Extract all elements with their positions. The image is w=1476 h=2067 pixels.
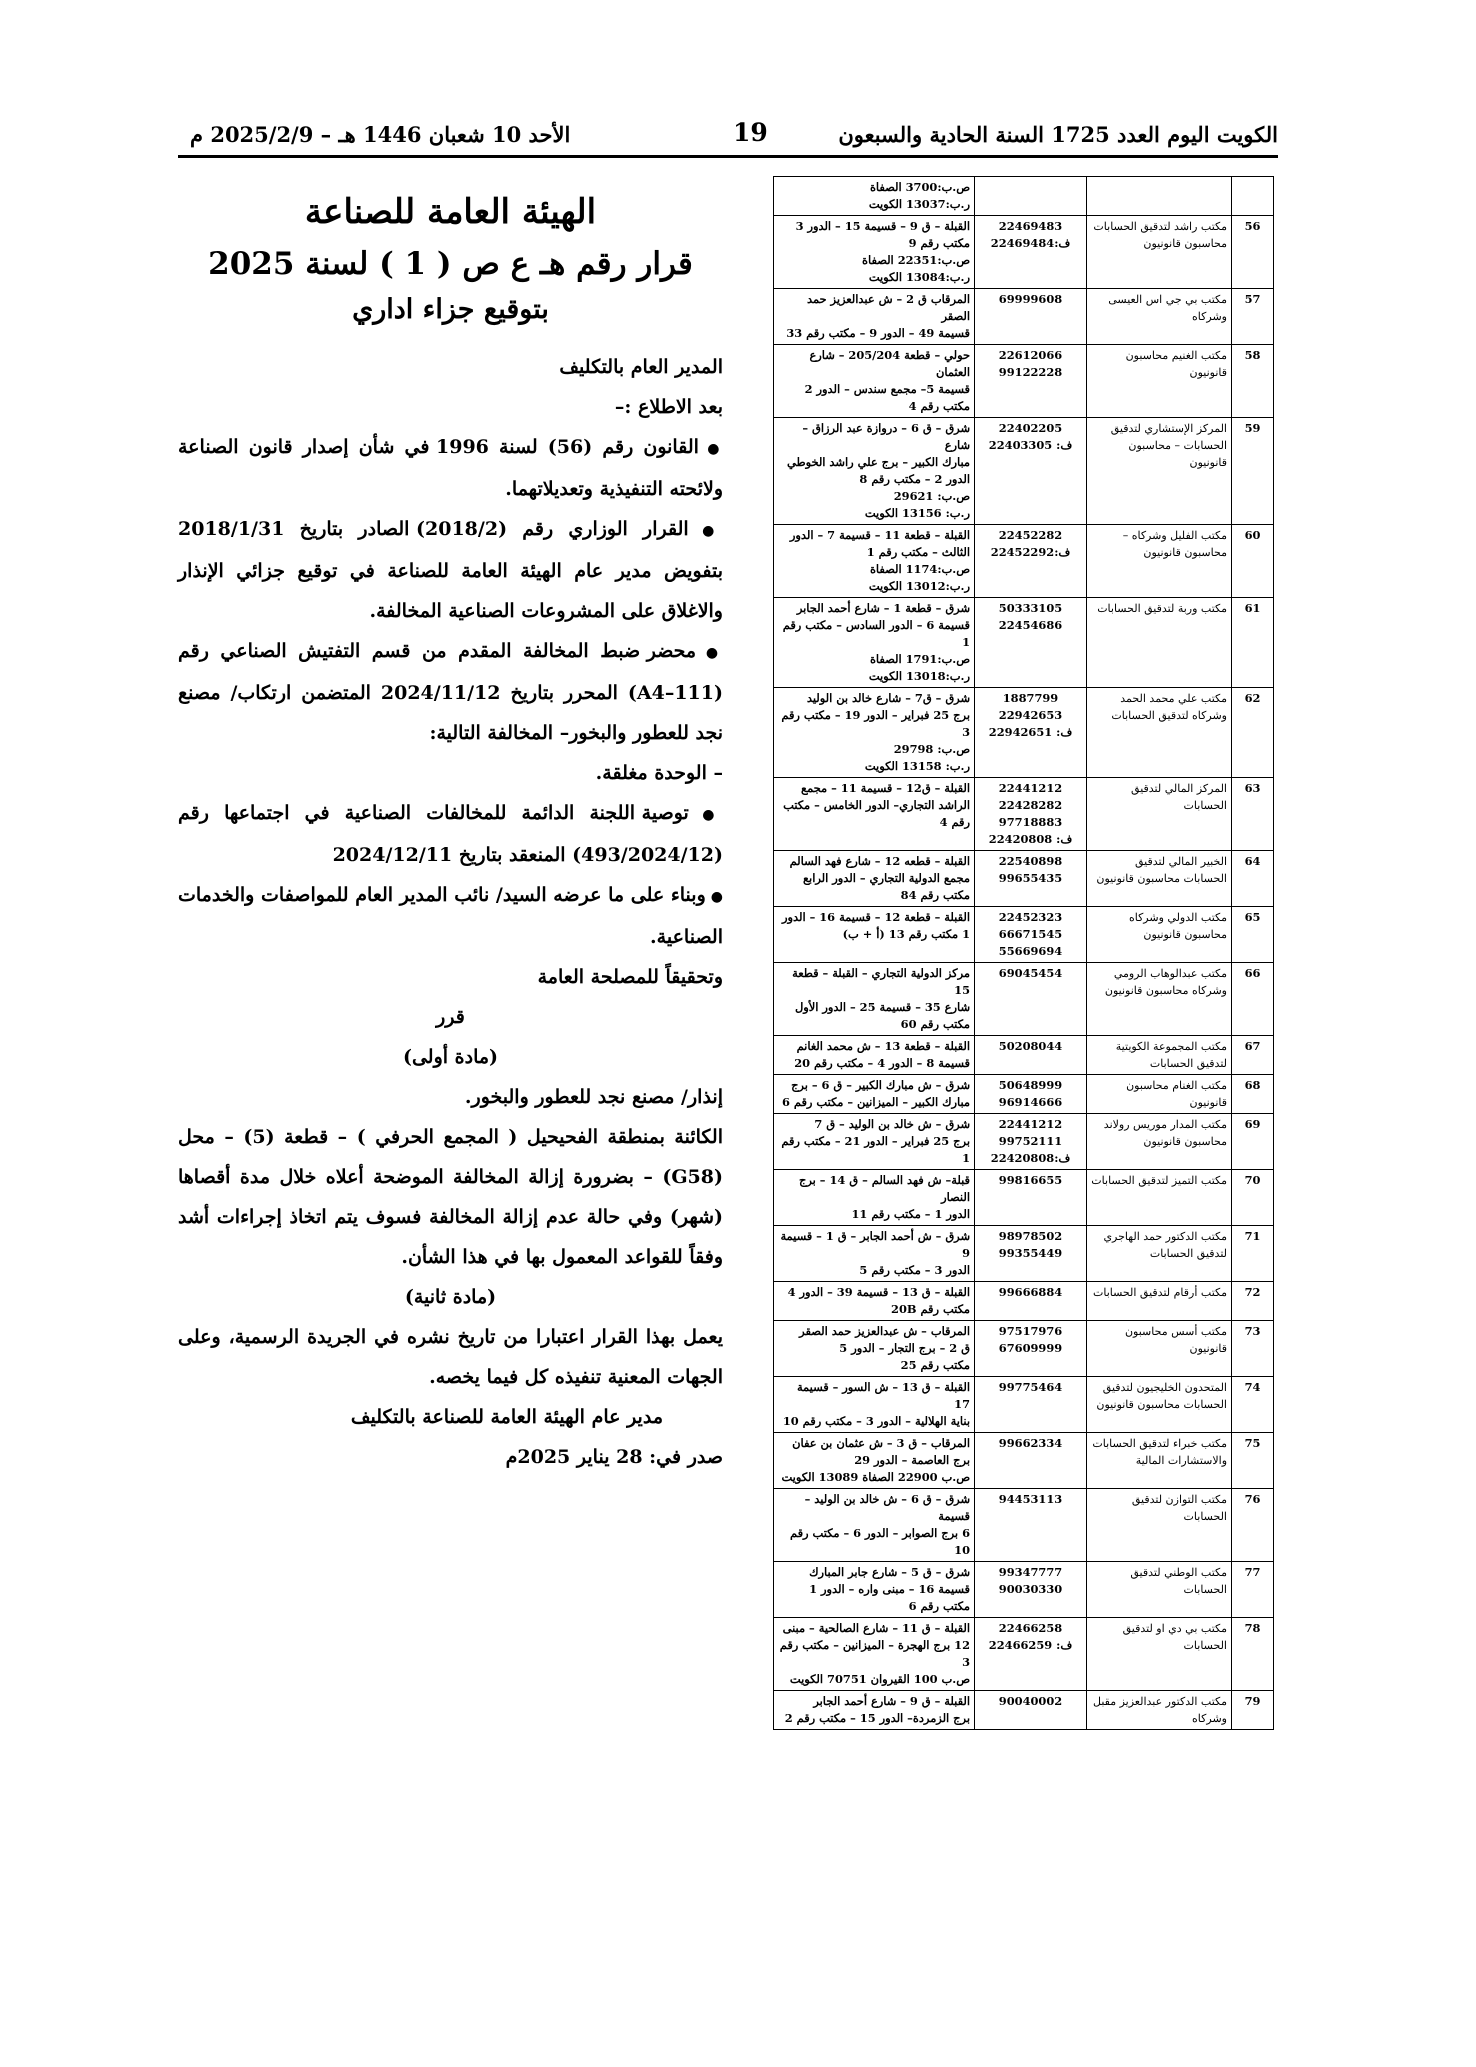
office-phones bbox=[975, 289, 1087, 345]
phone-number: 22469483 bbox=[998, 219, 1063, 233]
address-line: مكتب رقم 84 bbox=[900, 888, 970, 902]
phone-number: 94453113 bbox=[998, 1492, 1063, 1506]
address-line: المرقاب – ش عبدالعزيز حمد الصقر bbox=[799, 1324, 970, 1338]
phone-number: 99122228 bbox=[998, 365, 1063, 379]
phone-number: ف:22469484 bbox=[990, 236, 1071, 250]
office-name: مكتب الدكتور حمد الهاجري لتدقيق الحسابات bbox=[1087, 1226, 1232, 1282]
row-number: 66 bbox=[1232, 963, 1274, 1036]
office-name: المركز الإستشاري لتدقيق الحسابات – محاسبون قانونيون bbox=[1087, 418, 1232, 525]
address-line: شرق – ق7 – شارع خالد بن الوليد bbox=[806, 691, 970, 705]
phone-number: 22441212 bbox=[998, 1117, 1063, 1131]
row-number: 72 bbox=[1232, 1282, 1274, 1321]
office-name bbox=[1087, 177, 1232, 216]
office-name: مكتب راشد لتدقيق الحسابات محاسبون قانونيون bbox=[1087, 216, 1232, 289]
row-number: 57 bbox=[1232, 289, 1274, 345]
phone-number: 99816655 bbox=[998, 1173, 1063, 1187]
office-name: مكتب التوازن لتدقيق الحسابات bbox=[1087, 1489, 1232, 1562]
phone-number: 22612066 bbox=[998, 348, 1063, 362]
offices-table bbox=[773, 176, 1274, 1730]
address-line: القبلة – ق 9 – قسيمة 15 – الدور 3 bbox=[795, 219, 970, 233]
address-line: المرقاب ق 2 – ش عبدالعزيز حمد الصقر bbox=[806, 292, 970, 323]
address-line: قسيمة 6 – الدور السادس – مكتب رقم 1 bbox=[782, 618, 970, 649]
decree-paragraph: المدير العام بالتكليف bbox=[559, 356, 723, 378]
office-address bbox=[774, 1618, 975, 1691]
row-number: 59 bbox=[1232, 418, 1274, 525]
table-row bbox=[774, 1433, 1274, 1489]
office-address bbox=[774, 1691, 975, 1730]
office-name: مكتب علي محمد الحمد وشركاه لتدقيق الحسابات bbox=[1087, 688, 1232, 778]
row-number: 71 bbox=[1232, 1226, 1274, 1282]
phone-number: 90040002 bbox=[998, 1694, 1063, 1708]
office-name: مكتب أرقام لتدقيق الحسابات bbox=[1087, 1282, 1232, 1321]
office-phones bbox=[975, 1489, 1087, 1562]
address-line: شرق – ق 6 – دروازة عبد الرزاق – شارع bbox=[802, 421, 970, 452]
decree-column bbox=[178, 182, 723, 1477]
decree-paragraph: الكائنة بمنطقة الفحيحيل ( المجمع الحرفي ) – قطعة (5) – محل (G58) – بضرورة إزالة المخالفة الموضحة أعلاه خلال مدة أقصاها (شهر) وفي حالة عدم إزالة المخالفة فسوف يتم اتخاذ إجراءات أشد وفقاً للقواعد المعمول بها في هذا الشأن. bbox=[178, 1126, 723, 1268]
office-address bbox=[774, 1036, 975, 1075]
phone-number: 1887799 bbox=[1002, 691, 1059, 705]
table-row bbox=[774, 418, 1274, 525]
office-phones bbox=[975, 851, 1087, 907]
table-row bbox=[774, 1226, 1274, 1282]
decree-paragraph: ● توصية اللجنة الدائمة للمخالفات الصناعية في اجتماعها رقم (493/2024/12) المنعقد بتاريخ 2024/12/11 bbox=[178, 793, 723, 875]
office-phones bbox=[975, 963, 1087, 1036]
address-line: مجمع الدولية التجاري – الدور الرابع bbox=[803, 871, 970, 885]
address-line: 1 bbox=[962, 1151, 970, 1165]
table-row bbox=[774, 525, 1274, 598]
address-line: الدور 2 – مكتب رقم 8 bbox=[859, 472, 970, 486]
office-name: مكتب الدكتور عبدالعزيز مقبل وشركاه bbox=[1087, 1691, 1232, 1730]
table-row bbox=[774, 177, 1274, 216]
decree-paragraph: صدر في: 28 يناير 2025م bbox=[505, 1446, 723, 1468]
office-address bbox=[774, 963, 975, 1036]
address-line: ص.ب: 29621 bbox=[893, 489, 970, 503]
address-line: القبلة – ق12 – قسيمة 11 – مجمع bbox=[801, 781, 970, 795]
phone-number: 96914666 bbox=[998, 1095, 1063, 1109]
address-line: مبارك الكبير – الميزانين – مكتب رقم 6 bbox=[782, 1095, 970, 1109]
office-phones bbox=[975, 598, 1087, 688]
phone-number: 22466258 bbox=[998, 1621, 1063, 1635]
address-line: قسيمة 49 – الدور 9 – مكتب رقم 33 bbox=[786, 326, 970, 340]
decree-paragraph: – الوحدة مغلقة. bbox=[595, 762, 723, 784]
office-phones bbox=[975, 1377, 1087, 1433]
address-line: المرقاب – ق 3 – ش عثمان بن عفان bbox=[792, 1436, 970, 1450]
row-number: 76 bbox=[1232, 1489, 1274, 1562]
address-line: 10 bbox=[954, 1543, 970, 1557]
address-line: 3 bbox=[962, 725, 970, 739]
address-line: ص.ب:1791 الصفاة bbox=[869, 652, 970, 666]
office-address bbox=[774, 1226, 975, 1282]
phone-number: 22452282 bbox=[998, 528, 1063, 542]
office-name: مكتب وربة لتدقيق الحسابات bbox=[1087, 598, 1232, 688]
address-line: قسيمة 16 – مبنى واره – الدور 1 bbox=[809, 1582, 970, 1596]
phone-number: ف: 22466259 bbox=[988, 1638, 1073, 1652]
row-number: 79 bbox=[1232, 1691, 1274, 1730]
office-phones bbox=[975, 1114, 1087, 1170]
office-phones bbox=[975, 1691, 1087, 1730]
phone-number: ف:22420808 bbox=[990, 1151, 1071, 1165]
office-address bbox=[774, 177, 975, 216]
phone-number: 90030330 bbox=[998, 1582, 1063, 1596]
office-address bbox=[774, 907, 975, 963]
table-row bbox=[774, 851, 1274, 907]
office-name: مكتب الدولي وشركاه محاسبون قانونيون bbox=[1087, 907, 1232, 963]
decree-paragraph: بعد الاطلاع :– bbox=[614, 396, 723, 418]
phone-number: 99355449 bbox=[998, 1246, 1063, 1260]
decree-paragraph: (مادة أولى) bbox=[402, 1046, 499, 1068]
decree-paragraph: قرر bbox=[436, 1006, 465, 1028]
address-line: ر.ب: 13156 الكويت bbox=[864, 506, 970, 520]
phone-number: 99666884 bbox=[998, 1285, 1063, 1299]
office-phones bbox=[975, 216, 1087, 289]
office-name: مكتب الغنيم محاسبون قانونيون bbox=[1087, 345, 1232, 418]
row-number: 78 bbox=[1232, 1618, 1274, 1691]
office-address bbox=[774, 345, 975, 418]
office-phones bbox=[975, 1321, 1087, 1377]
table-row bbox=[774, 1618, 1274, 1691]
decree-paragraph: مدير عام الهيئة العامة للصناعة بالتكليف bbox=[350, 1406, 663, 1428]
row-number: 62 bbox=[1232, 688, 1274, 778]
address-line: قبلة– ش فهد السالم – ق 14 – برج النصار bbox=[799, 1173, 970, 1204]
decree-subject: بتوقيع جزاء اداري bbox=[352, 294, 549, 325]
decree-paragraph: ● محضر ضبط المخالفة المقدم من قسم التفتيش الصناعي رقم (A4–111) المحرر بتاريخ 2024/11/12 المتضمن ارتكاب/ مصنع نجد للعطور والبخور– المخالفة التالية: bbox=[178, 631, 723, 753]
table-row bbox=[774, 1170, 1274, 1226]
row-number: 74 bbox=[1232, 1377, 1274, 1433]
office-name: مكتب المدار موريس رولاند محاسبون قانونيون bbox=[1087, 1114, 1232, 1170]
office-address bbox=[774, 1377, 975, 1433]
header-date: الأحد 10 شعبان 1446 هـ – 2025/2/9 م bbox=[190, 122, 571, 147]
office-name: مكتب خبراء لتدقيق الحسابات والاستشارات المالية bbox=[1087, 1433, 1232, 1489]
address-line: برج 25 فبراير – الدور 21 – مكتب رقم bbox=[781, 1134, 970, 1148]
office-name: مكتب التميز لتدقيق الحسابات bbox=[1087, 1170, 1232, 1226]
office-phones bbox=[975, 1226, 1087, 1282]
page-number: 19 bbox=[733, 118, 768, 147]
office-phones bbox=[975, 418, 1087, 525]
address-line: قسيمة 8 – الدور 4 – مكتب رقم 20 bbox=[794, 1056, 970, 1070]
phone-number: 98978502 bbox=[998, 1229, 1063, 1243]
decree-paragraph: ● وبناء على ما عرضه السيد/ نائب المدير العام للمواصفات والخدمات الصناعية. bbox=[178, 875, 723, 957]
address-line: مكتب رقم 6 bbox=[908, 1599, 970, 1613]
address-line: مركز الدولية التجاري – القبلة – قطعة 15 bbox=[792, 966, 970, 997]
address-line: مكتب رقم 25 bbox=[900, 1358, 970, 1372]
office-name: مكتب بي جي اس العيسى وشركاه bbox=[1087, 289, 1232, 345]
office-address bbox=[774, 289, 975, 345]
row-number: 67 bbox=[1232, 1036, 1274, 1075]
office-phones bbox=[975, 1036, 1087, 1075]
row-number: 58 bbox=[1232, 345, 1274, 418]
decree-paragraph: ● القرار الوزاري رقم (2018/2) الصادر بتاريخ 2018/1/31 بتفويض مدير عام الهيئة العامة للصناعة في توقيع جزائي الإنذار والاغلاق على المشروعات الصناعية المخالفة. bbox=[178, 509, 723, 631]
row-number: 68 bbox=[1232, 1075, 1274, 1114]
address-line: ص.ب 100 القيروان 70751 الكويت bbox=[789, 1672, 970, 1686]
address-line: بناية الهلالية – الدور 3 – مكتب رقم 10 bbox=[782, 1414, 970, 1428]
office-name: مكتب المجموعة الكويتية لتدقيق الحسابات bbox=[1087, 1036, 1232, 1075]
phone-number: 99662334 bbox=[998, 1436, 1063, 1450]
table-row bbox=[774, 1489, 1274, 1562]
offices-table-container bbox=[774, 176, 1274, 1730]
phone-number: 99752111 bbox=[998, 1134, 1063, 1148]
phone-number: 22540898 bbox=[998, 854, 1063, 868]
decree-paragraph: وتحقيقاً للمصلحة العامة bbox=[537, 966, 723, 988]
row-number: 69 bbox=[1232, 1114, 1274, 1170]
office-phones bbox=[975, 1433, 1087, 1489]
phone-number: 22441212 bbox=[998, 781, 1063, 795]
address-line: القبلة – ق 9 – شارع أحمد الجابر bbox=[813, 1694, 970, 1708]
address-line: ص.ب:22351 الصفاة bbox=[862, 253, 970, 267]
phone-number: 97718883 bbox=[998, 815, 1063, 829]
address-line: مكتب رقم 4 bbox=[908, 399, 970, 413]
address-line: مبارك الكبير – برج علي راشد الخوطي bbox=[787, 455, 970, 469]
address-line: الراشد التجاري– الدور الخامس – مكتب bbox=[783, 798, 970, 812]
office-address bbox=[774, 1489, 975, 1562]
office-name: الخبير المالي لتدقيق الحسابات محاسبون قانونيون bbox=[1087, 851, 1232, 907]
address-line: ص.ب: 29798 bbox=[893, 742, 970, 756]
office-name: مكتب الوطني لتدقيق الحسابات bbox=[1087, 1562, 1232, 1618]
office-address bbox=[774, 525, 975, 598]
address-line: مكتب رقم 9 bbox=[908, 236, 970, 250]
phone-number: 22428282 bbox=[998, 798, 1063, 812]
address-line: ص.ب:3700 الصفاة bbox=[869, 180, 970, 194]
address-line: ر.ب:13037 الكويت bbox=[868, 197, 970, 211]
decree-paragraph: إنذار/ مصنع نجد للعطور والبخور. bbox=[464, 1086, 723, 1108]
phone-number: 66671545 bbox=[998, 927, 1063, 941]
address-line: شرق – ش أحمد الجابر – ق 1 – قسيمة 9 bbox=[780, 1229, 970, 1260]
office-phones bbox=[975, 1170, 1087, 1226]
address-line: شرق – ش خالد بن الوليد – ق 7 bbox=[814, 1117, 970, 1131]
table-row bbox=[774, 345, 1274, 418]
address-line: الدور 3 – مكتب رقم 5 bbox=[859, 1263, 970, 1277]
address-line: 1 مكتب رقم 13 (أ + ب) bbox=[842, 927, 970, 941]
address-line: القبلة – قطعه 12 – شارع فهد السالم bbox=[789, 854, 970, 868]
row-number: 63 bbox=[1232, 778, 1274, 851]
address-line: حولي – قطعة 205/204 – شارع العثمان bbox=[809, 348, 970, 379]
phone-number: 22942653 bbox=[998, 708, 1063, 722]
table-row bbox=[774, 1562, 1274, 1618]
table-row bbox=[774, 963, 1274, 1036]
decree-paragraph: يعمل بهذا القرار اعتبارا من تاريخ نشره في الجريدة الرسمية، وعلى الجهات المعنية تنفيذه كل فيما يخصه. bbox=[178, 1326, 723, 1388]
office-address bbox=[774, 1170, 975, 1226]
address-line: ر.ب:13084 الكويت bbox=[868, 270, 970, 284]
office-address bbox=[774, 778, 975, 851]
phone-number: 99775464 bbox=[998, 1380, 1063, 1394]
address-line: ر.ب: 13158 الكويت bbox=[864, 759, 970, 773]
office-name: مكتب أسس محاسبون قانونيون bbox=[1087, 1321, 1232, 1377]
row-number: 56 bbox=[1232, 216, 1274, 289]
office-address bbox=[774, 1562, 975, 1618]
address-line: القبلة – قطعة 13 – ش محمد الغانم bbox=[796, 1039, 970, 1053]
row-number: 61 bbox=[1232, 598, 1274, 688]
phone-number: 69045454 bbox=[998, 966, 1063, 980]
address-line: 12 برج الهجرة – الميزانين – مكتب رقم 3 bbox=[779, 1638, 970, 1669]
office-phones bbox=[975, 345, 1087, 418]
address-line: ر.ب:13012 الكويت bbox=[868, 579, 970, 593]
address-line: الثالث – مكتب رقم 1 bbox=[866, 545, 970, 559]
table-row bbox=[774, 688, 1274, 778]
row-number: 64 bbox=[1232, 851, 1274, 907]
address-line: مكتب رقم 20B bbox=[891, 1302, 970, 1316]
address-line: ق 2 – برج التجار – الدور 5 bbox=[839, 1341, 970, 1355]
address-line: القبلة – ق 13 – قسيمة 39 – الدور 4 bbox=[787, 1285, 970, 1299]
address-line: برج 25 فبراير – الدور 19 – مكتب رقم bbox=[781, 708, 970, 722]
phone-number: 69999608 bbox=[998, 292, 1063, 306]
address-line: القبلة – ق 11 – شارع الصالحية – مبنى bbox=[782, 1621, 970, 1635]
table-row bbox=[774, 1691, 1274, 1730]
address-line: القبلة – قطعة 11 – قسيمة 7 – الدور bbox=[789, 528, 970, 542]
phone-number: 50333105 bbox=[998, 601, 1063, 615]
office-address bbox=[774, 1075, 975, 1114]
office-name: مكتب الغنام محاسبون قانونيون bbox=[1087, 1075, 1232, 1114]
table-row bbox=[774, 1075, 1274, 1114]
phone-number: 22452323 bbox=[998, 910, 1063, 924]
office-address bbox=[774, 1433, 975, 1489]
table-row bbox=[774, 1377, 1274, 1433]
office-address bbox=[774, 598, 975, 688]
phone-number: 22454686 bbox=[998, 618, 1063, 632]
office-phones bbox=[975, 1282, 1087, 1321]
office-address bbox=[774, 216, 975, 289]
address-line: شرق – ش مبارك الكبير – ق 6 – برج bbox=[791, 1078, 970, 1092]
address-line: 6 برج الصوابر – الدور 6 – مكتب رقم bbox=[790, 1526, 970, 1540]
office-phones bbox=[975, 1075, 1087, 1114]
phone-number: ف: 22420808 bbox=[988, 832, 1073, 846]
office-address bbox=[774, 851, 975, 907]
office-phones bbox=[975, 778, 1087, 851]
office-phones bbox=[975, 177, 1087, 216]
address-line: شارع 35 – قسيمة 25 – الدور الأول bbox=[795, 1000, 970, 1014]
row-number bbox=[1232, 177, 1274, 216]
row-number: 65 bbox=[1232, 907, 1274, 963]
decree-paragraph: (مادة ثانية) bbox=[404, 1286, 497, 1308]
address-line: برج الزمردة– الدور 15 – مكتب رقم 2 bbox=[784, 1711, 970, 1725]
office-name: مكتب الفليل وشركاه – محاسبون قانونيون bbox=[1087, 525, 1232, 598]
office-phones bbox=[975, 907, 1087, 963]
address-line: القبلة – قطعة 12 – قسيمة 16 – الدور bbox=[782, 910, 970, 924]
address-line: الدور 1 – مكتب رقم 11 bbox=[851, 1207, 970, 1221]
office-name: المتحدون الخليجيون لتدقيق الحسابات محاسبون قانونيون bbox=[1087, 1377, 1232, 1433]
office-phones bbox=[975, 1618, 1087, 1691]
table-row bbox=[774, 1036, 1274, 1075]
row-number: 75 bbox=[1232, 1433, 1274, 1489]
page-header bbox=[178, 118, 1278, 158]
office-phones bbox=[975, 688, 1087, 778]
phone-number: ف: 22942651 bbox=[988, 725, 1073, 739]
phone-number: ف: 22403305 bbox=[988, 438, 1073, 452]
phone-number: 55669694 bbox=[998, 944, 1063, 958]
office-name: المركز المالي لتدقيق الحسابات bbox=[1087, 778, 1232, 851]
address-line: شرق – قطعة 1 – شارع أحمد الجابر bbox=[796, 601, 970, 615]
table-row bbox=[774, 778, 1274, 851]
phone-number: 99347777 bbox=[998, 1565, 1063, 1579]
row-number: 73 bbox=[1232, 1321, 1274, 1377]
phone-number: 22402205 bbox=[998, 421, 1063, 435]
row-number: 77 bbox=[1232, 1562, 1274, 1618]
phone-number: 99655435 bbox=[998, 871, 1063, 885]
decree-authority-title: الهيئة العامة للصناعة bbox=[304, 192, 597, 232]
office-address bbox=[774, 688, 975, 778]
phone-number: 50208044 bbox=[998, 1039, 1063, 1053]
table-row bbox=[774, 289, 1274, 345]
address-line: رقم 4 bbox=[939, 815, 970, 829]
address-line: شرق – ق 5 – شارع جابر المبارك bbox=[809, 1565, 970, 1579]
table-row bbox=[774, 216, 1274, 289]
row-number: 70 bbox=[1232, 1170, 1274, 1226]
address-line: ص.ب:1174 الصفاة bbox=[869, 562, 970, 576]
address-line: برج العاصمة – الدور 29 bbox=[854, 1453, 970, 1467]
table-row bbox=[774, 1282, 1274, 1321]
office-address bbox=[774, 1321, 975, 1377]
table-row bbox=[774, 598, 1274, 688]
table-row bbox=[774, 1321, 1274, 1377]
decree-body bbox=[178, 347, 723, 1477]
office-name: مكتب بي دي او لتدقيق الحسابات bbox=[1087, 1618, 1232, 1691]
office-phones bbox=[975, 1562, 1087, 1618]
decree-number: قرار رقم هـ ع ص ( 1 ) لسنة 2025 bbox=[208, 246, 693, 282]
row-number: 60 bbox=[1232, 525, 1274, 598]
table-row bbox=[774, 907, 1274, 963]
phone-number: 97517976 bbox=[998, 1324, 1063, 1338]
header-issue: الكويت اليوم العدد 1725 السنة الحادية والسبعون bbox=[838, 122, 1278, 147]
address-line: ر.ب:13018 الكويت bbox=[868, 669, 970, 683]
office-address bbox=[774, 1282, 975, 1321]
address-line: شرق – ق 6 – ش خالد بن الوليد – قسيمة bbox=[804, 1492, 970, 1523]
office-name: مكتب عبدالوهاب الرومي وشركاه محاسبون قانونيون bbox=[1087, 963, 1232, 1036]
phone-number: ف:22452292 bbox=[990, 545, 1071, 559]
phone-number: 50648999 bbox=[998, 1078, 1063, 1092]
decree-paragraph: ● القانون رقم (56) لسنة 1996 في شأن إصدار قانون الصناعة ولائحته التنفيذية وتعديلاتهما. bbox=[178, 427, 723, 509]
address-line: قسيمة 5– مجمع سندس – الدور 2 bbox=[804, 382, 970, 396]
office-address bbox=[774, 1114, 975, 1170]
phone-number: 67609999 bbox=[998, 1341, 1063, 1355]
office-phones bbox=[975, 525, 1087, 598]
address-line: مكتب رقم 60 bbox=[900, 1017, 970, 1031]
address-line: القبلة – ق 13 – ش السور – قسيمة 17 bbox=[796, 1380, 970, 1411]
address-line: ص.ب 22900 الصفاة 13089 الكويت bbox=[781, 1470, 970, 1484]
table-row bbox=[774, 1114, 1274, 1170]
office-address bbox=[774, 418, 975, 525]
